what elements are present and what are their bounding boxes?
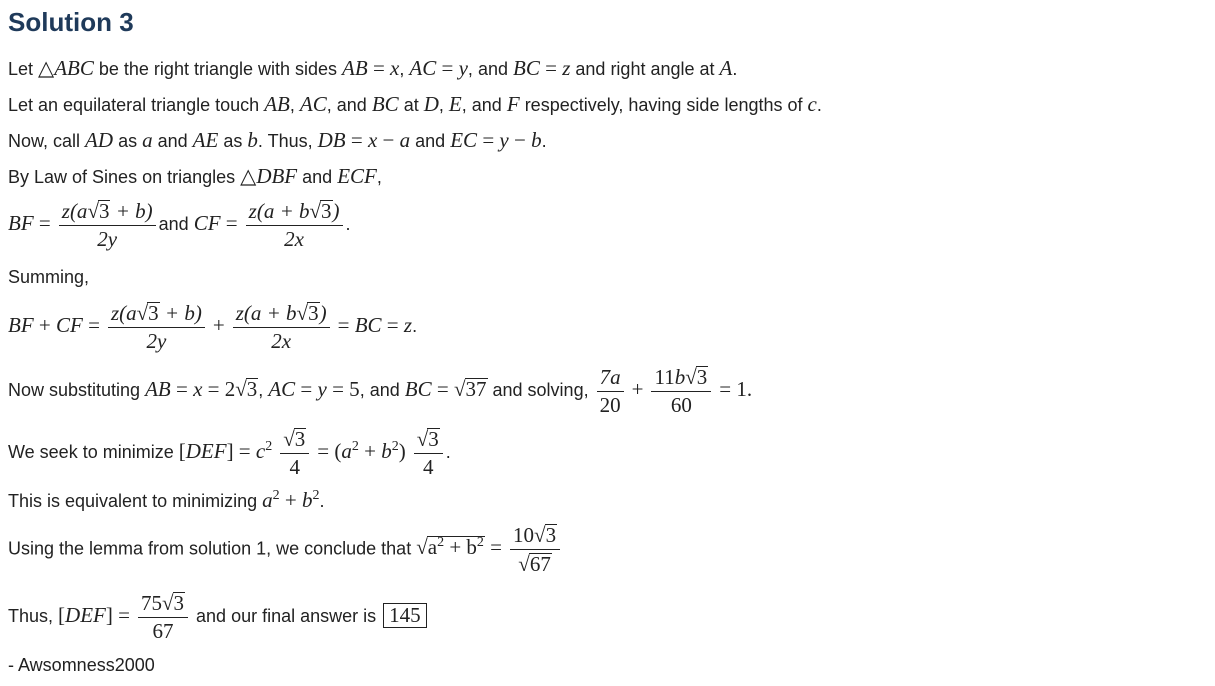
line-5-law-of-sines: BF = $\frac{z(a√3 + b)}{2y}$ and CF = $\frac{z(a + b√3)}{2x}$ . bbox=[8, 199, 351, 251]
fraction-cf: $\frac{z(a + b√3)}{2x}$ bbox=[246, 200, 343, 250]
signature: - Awsomness2000 bbox=[8, 655, 155, 675]
line-3: Now, call AD as a and AE as b. Thus, DB = x − a and EC = y − b. bbox=[8, 128, 547, 152]
line-10: This is equivalent to minimizing $a^2 + b^2$. bbox=[8, 488, 325, 512]
line-4: By Law of Sines on triangles △DBF and ECF, bbox=[8, 164, 382, 188]
line-11-lemma: Using the lemma from solution 1, we conclude that $√a^2 + b^2$ = $\frac{10√3}{√67}$ bbox=[8, 524, 563, 575]
solution-title: Solution 3 bbox=[8, 7, 134, 37]
line-7-sum: BF + CF = $\frac{z(a√3 + b)}{2y}$ + $\frac{z(a + b√3)}{2x}$ = BC = z. bbox=[8, 301, 418, 353]
line-8-substitution: Now substituting AB = x = 2√3, AC = y = 5, and BC = √37 and solving, $\frac{7a}{20}$ + $\frac{11b√3}{60}$ = 1. bbox=[8, 364, 753, 417]
fraction-bf: $\frac{z(a√3 + b)}{2y}$ bbox=[59, 200, 156, 250]
line-2: Let an equilateral triangle touch AB, AC, and BC at D, E, and F respectively, having side lengths of c. bbox=[8, 92, 822, 116]
line-1: Let △ABC be the right triangle with sides AB = x, AC = y, and BC = z and right angle at A. bbox=[8, 56, 738, 80]
line-9-minimize: We seek to minimize $[DEF] = c^2$ $\frac{√3}{4}$ = $(a^2 + b^2)$ $\frac{√3}{4}$ . bbox=[8, 427, 451, 479]
final-answer-box: 145 bbox=[383, 603, 427, 628]
line-6: Summing, bbox=[8, 267, 90, 287]
line-12-final: Thus, [DEF] = $\frac{75√3}{67}$ and our final answer is 145 bbox=[8, 592, 427, 642]
